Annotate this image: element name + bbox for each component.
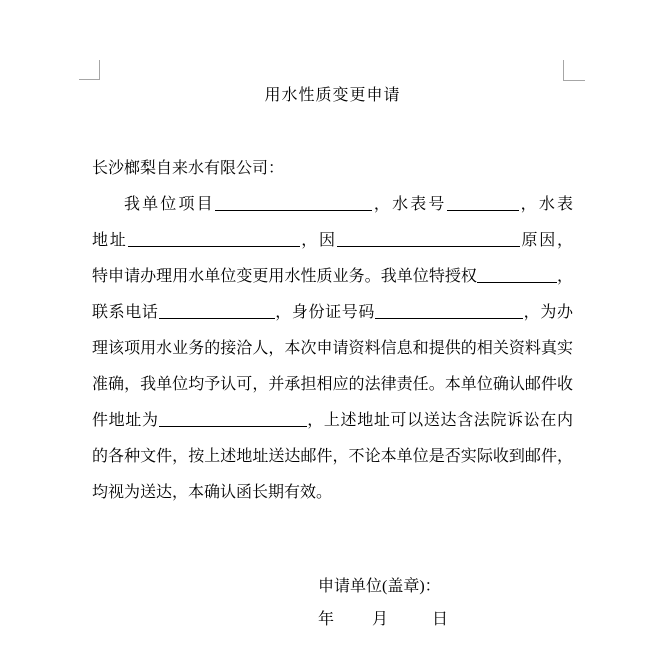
margin-crop-mark-top-left [79, 60, 100, 80]
document-title: 用水性质变更申请 [264, 87, 401, 104]
paragraph-line-4 [92, 295, 573, 331]
month-label: 月 [372, 611, 389, 628]
paragraph-line-8: 的各种文件，按上述地址送达邮件，不论本单位是否实际收到邮件， [92, 448, 573, 465]
paragraph-line-2 [92, 223, 573, 259]
paragraph-line-5: 理该项用水业务的接洽人，本次申请资料信息和提供的相关资料真实 [92, 340, 573, 357]
blank-contact-phone[interactable] [159, 314, 275, 319]
blank-project-name[interactable] [215, 206, 372, 211]
blank-meter-number[interactable] [447, 206, 519, 211]
paragraph-line-6: 准确，我单位均予认可，并承担相应的法律责任。本单位确认邮件收 [92, 376, 573, 393]
signature-block [318, 570, 448, 636]
text-run: ，水表 [518, 196, 573, 213]
blank-meter-address[interactable] [128, 242, 300, 247]
text-run: 件地址为 [92, 412, 159, 429]
document-body [92, 78, 573, 511]
text-run: 地址 [92, 232, 128, 249]
text-run: ， [556, 268, 573, 285]
text-run: ，上述地址可以送达含法院诉讼在内 [306, 412, 573, 429]
text-run: 我单位项目 [124, 196, 215, 213]
applicant-unit-seal-label: 申请单位(盖章)： [318, 578, 441, 595]
text-run: 特申请办理用水单位变更用水性质业务。我单位特授权 [92, 268, 477, 285]
day-label: 日 [432, 611, 449, 628]
paragraph-line-3 [92, 259, 573, 295]
text-run: ，为办 [523, 304, 573, 321]
text-run: 原因， [519, 232, 573, 249]
blank-authorized-person[interactable] [477, 278, 557, 283]
date-line [318, 603, 448, 636]
paragraph-line-9: 均视为送达，本确认函长期有效。 [92, 484, 333, 501]
blank-mailing-address[interactable] [159, 422, 307, 427]
text-run: ，因 [299, 232, 337, 249]
text-run: ，水表号 [371, 196, 447, 213]
paragraph-line-1 [92, 187, 573, 223]
year-label: 年 [318, 611, 335, 628]
salutation: 长沙榔梨自来水有限公司： [92, 160, 285, 177]
blank-id-number[interactable] [375, 314, 523, 319]
text-run: ，身份证号码 [274, 304, 376, 321]
paragraph-line-7 [92, 403, 573, 439]
text-run: 联系电话 [92, 304, 159, 321]
blank-change-reason[interactable] [337, 242, 520, 247]
